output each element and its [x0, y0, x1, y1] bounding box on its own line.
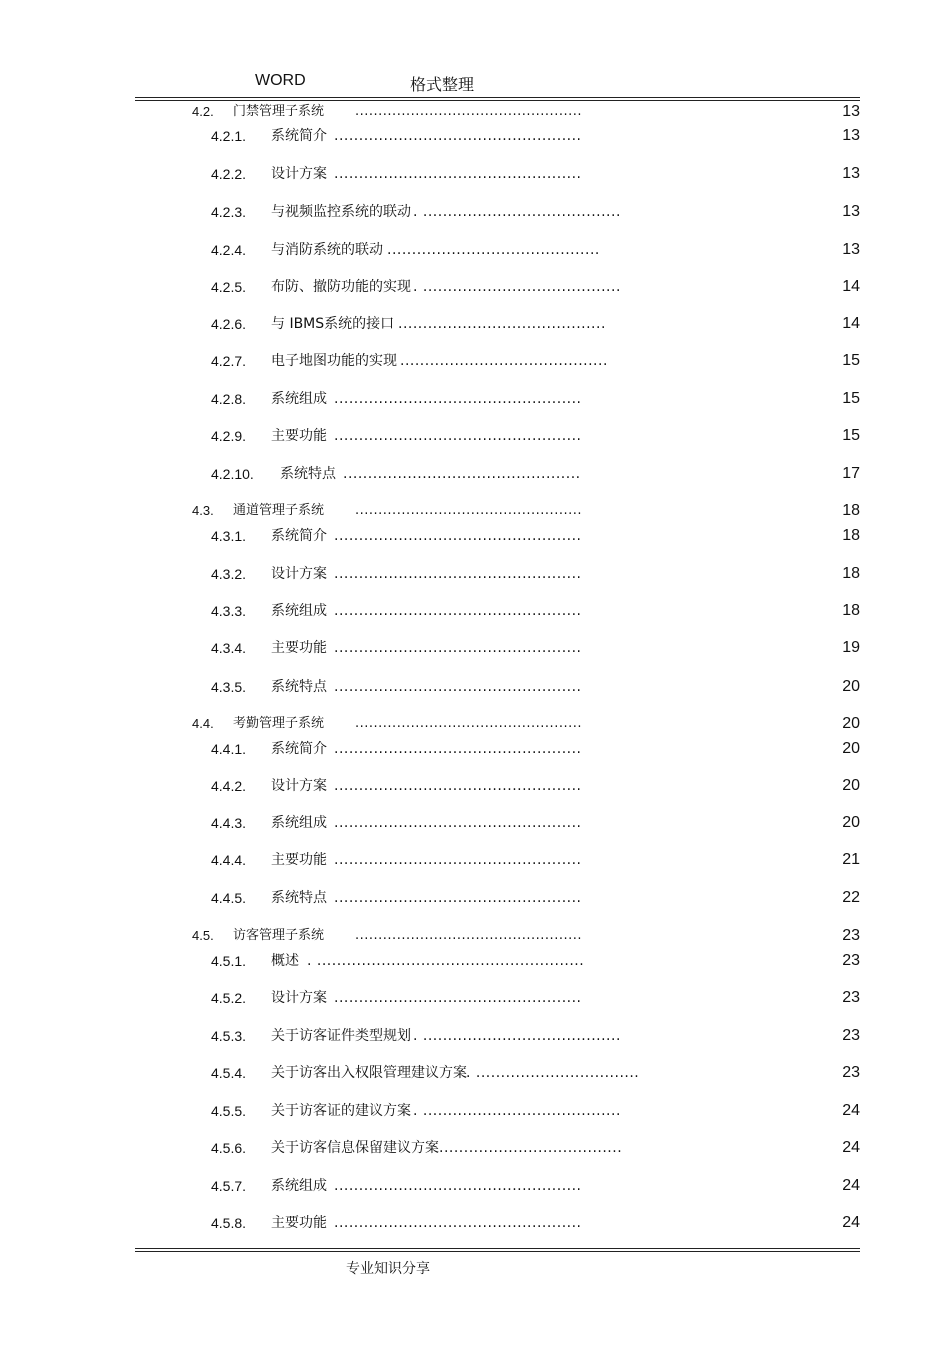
- toc-entry-number: 4.5.1.: [211, 953, 247, 969]
- toc-entry-page-number: 13: [842, 203, 860, 220]
- toc-entry-leader-dots: .................................................: [355, 104, 582, 119]
- toc-entry[interactable]: [0, 1138, 950, 1158]
- toc-entry-title: 与视频监控系统的联动: [271, 204, 411, 220]
- toc-entry-number: 4.2.9.: [211, 428, 247, 444]
- toc-entry-title: 系统特点: [271, 679, 327, 695]
- toc-entry-page-number: 18: [842, 527, 860, 544]
- toc-entry-leader-dots: . .................................: [466, 1065, 640, 1081]
- toc-entry[interactable]: [0, 351, 950, 371]
- toc-entry-number: 4.5.7.: [211, 1178, 247, 1194]
- toc-entry-number: 4.2.8.: [211, 391, 247, 407]
- toc-entry-title: 系统简介: [271, 528, 327, 544]
- toc-entry-number: 4.2.: [192, 104, 214, 119]
- toc-entry-title: 关于访客证的建议方案: [271, 1103, 411, 1119]
- toc-entry-page-number: 13: [842, 127, 860, 144]
- toc-entry[interactable]: [0, 277, 950, 297]
- toc-entry[interactable]: [0, 1176, 950, 1196]
- toc-entry-title: 通道管理子系统: [233, 503, 325, 518]
- toc-entry-leader-dots: ..................................................: [334, 890, 582, 906]
- toc-entry-number: 4.2.4.: [211, 242, 247, 258]
- toc-entry-title: 系统简介: [271, 128, 327, 144]
- toc-entry-title: 主要功能: [271, 1215, 327, 1231]
- toc-entry-page-number: 24: [842, 1214, 860, 1231]
- toc-entry-leader-dots: . ......................................................: [307, 953, 585, 969]
- toc-entry-number: 4.4.1.: [211, 741, 247, 757]
- toc-entry-title: 系统组成: [271, 391, 327, 407]
- toc-entry-title: 概述: [271, 953, 299, 969]
- toc-entry-title: 设计方案: [271, 566, 327, 582]
- toc-entry-title: 关于访客信息保留建议方案: [271, 1140, 439, 1156]
- toc-entry-number: 4.2.6.: [211, 316, 247, 332]
- toc-entry[interactable]: [0, 1213, 950, 1233]
- toc-entry-leader-dots: . ........................................: [413, 1028, 621, 1044]
- toc-entry[interactable]: [0, 464, 950, 484]
- toc-entry[interactable]: [0, 888, 950, 908]
- toc-entry-number: 4.2.10.: [211, 466, 254, 482]
- toc-entry-leader-dots: .................................................: [355, 716, 582, 731]
- toc-entry-leader-dots: . ........................................: [413, 1103, 621, 1119]
- toc-entry-leader-dots: ..................................................: [334, 990, 582, 1006]
- toc-entry-page-number: 20: [842, 740, 860, 757]
- toc-entry-leader-dots: .....................................: [439, 1140, 623, 1156]
- toc-entry[interactable]: [0, 314, 950, 334]
- toc-entry-leader-dots: ..................................................: [334, 428, 582, 444]
- toc-entry-number: 4.5.5.: [211, 1103, 247, 1119]
- toc-entry-page-number: 24: [842, 1177, 860, 1194]
- toc-entry-leader-dots: ..................................................: [334, 1178, 582, 1194]
- toc-entry-number: 4.3.3.: [211, 603, 247, 619]
- toc-entry-title: 关于访客出入权限管理建议方案: [271, 1065, 467, 1081]
- toc-entry[interactable]: [0, 677, 950, 697]
- toc-entry-number: 4.5.: [192, 928, 214, 943]
- toc-entry[interactable]: [0, 739, 950, 759]
- toc-entry-number: 4.4.: [192, 716, 214, 731]
- toc-entry-page-number: 22: [842, 889, 860, 906]
- toc-entry-leader-dots: ..................................................: [334, 1215, 582, 1231]
- toc-entry-leader-dots: ...........................................: [387, 242, 600, 258]
- toc-entry-title: 考勤管理子系统: [233, 716, 325, 731]
- toc-entry[interactable]: [0, 926, 950, 946]
- toc-entry-number: 4.5.4.: [211, 1065, 247, 1081]
- toc-entry[interactable]: [0, 638, 950, 658]
- header-rule-top: [135, 97, 860, 98]
- toc-entry[interactable]: [0, 714, 950, 734]
- toc-entry-number: 4.3.5.: [211, 679, 247, 695]
- toc-entry-leader-dots: ..................................................: [334, 815, 582, 831]
- toc-entry-title: 门禁管理子系统: [233, 104, 325, 119]
- toc-entry-number: 4.2.3.: [211, 204, 247, 220]
- toc-entry-page-number: 19: [842, 639, 860, 656]
- toc-entry-leader-dots: ..........................................: [400, 353, 608, 369]
- toc-entry-page-number: 15: [842, 427, 860, 444]
- toc-entry-page-number: 18: [842, 502, 860, 519]
- toc-entry-number: 4.5.6.: [211, 1140, 247, 1156]
- toc-entry-leader-dots: .................................................: [355, 503, 582, 518]
- toc-entry[interactable]: [0, 501, 950, 521]
- toc-entry-number: 4.4.4.: [211, 852, 247, 868]
- toc-entry-title: 访客管理子系统: [233, 928, 325, 943]
- toc-entry-title: 系统组成: [271, 1178, 327, 1194]
- toc-entry-title: 设计方案: [271, 778, 327, 794]
- toc-entry-title: 关于访客证件类型规划: [271, 1028, 411, 1044]
- toc-entry[interactable]: [0, 164, 950, 184]
- toc-entry[interactable]: [0, 202, 950, 222]
- toc-entry-number: 4.5.3.: [211, 1028, 247, 1044]
- toc-entry-title: 系统组成: [271, 815, 327, 831]
- toc-entry-leader-dots: ..................................................: [334, 679, 582, 695]
- toc-entry[interactable]: [0, 951, 950, 971]
- toc-entry-number: 4.3.4.: [211, 640, 247, 656]
- toc-entry-title: 系统简介: [271, 741, 327, 757]
- toc-entry-leader-dots: ..................................................: [334, 166, 582, 182]
- toc-entry-page-number: 23: [842, 989, 860, 1006]
- header-rule-bottom: [135, 100, 860, 101]
- toc-entry-page-number: 23: [842, 1027, 860, 1044]
- toc-entry-leader-dots: ..................................................: [334, 391, 582, 407]
- toc-entry-leader-dots: ..................................................: [334, 852, 582, 868]
- toc-entry-leader-dots: . ........................................: [413, 279, 621, 295]
- toc-entry[interactable]: [0, 526, 950, 546]
- toc-entry-number: 4.3.1.: [211, 528, 247, 544]
- footer-rule-bottom: [135, 1251, 860, 1252]
- toc-entry-title: 系统特点: [271, 890, 327, 906]
- toc-entry-number: 4.2.5.: [211, 279, 247, 295]
- toc-entry-page-number: 20: [842, 814, 860, 831]
- toc-entry-page-number: 14: [842, 278, 860, 295]
- toc-entry[interactable]: [0, 564, 950, 584]
- toc-entry[interactable]: [0, 601, 950, 621]
- toc-entry[interactable]: [0, 126, 950, 146]
- toc-entry-title: 系统组成: [271, 603, 327, 619]
- toc-entry-number: 4.5.2.: [211, 990, 247, 1006]
- toc-entry-title: 系统特点: [280, 466, 336, 482]
- toc-entry-number: 4.4.5.: [211, 890, 247, 906]
- toc-entry-number: 4.3.2.: [211, 566, 247, 582]
- toc-entry-title: 主要功能: [271, 852, 327, 868]
- toc-entry-page-number: 24: [842, 1139, 860, 1156]
- toc-entry-leader-dots: ..................................................: [334, 566, 582, 582]
- toc-entry-page-number: 21: [842, 851, 860, 868]
- toc-entry-page-number: 20: [842, 715, 860, 732]
- footer-text: 专业知识分享: [346, 1261, 430, 1277]
- toc-entry[interactable]: [0, 389, 950, 409]
- toc-entry-page-number: 13: [842, 165, 860, 182]
- toc-entry-leader-dots: ..................................................: [334, 528, 582, 544]
- toc-entry[interactable]: [0, 1026, 950, 1046]
- toc-entry-title: 主要功能: [271, 640, 327, 656]
- toc-entry-page-number: 23: [842, 1064, 860, 1081]
- toc-entry-page-number: 23: [842, 927, 860, 944]
- toc-entry-page-number: 20: [842, 777, 860, 794]
- toc-entry[interactable]: [0, 850, 950, 870]
- toc-entry-leader-dots: ..................................................: [334, 128, 582, 144]
- toc-entry-leader-dots: . ........................................: [413, 204, 621, 220]
- toc-entry-title: 设计方案: [271, 990, 327, 1006]
- toc-entry[interactable]: [0, 240, 950, 260]
- toc-entry-number: 4.2.1.: [211, 128, 247, 144]
- toc-entry-title: 布防、撤防功能的实现: [271, 279, 411, 295]
- footer-rule-top: [135, 1248, 860, 1249]
- toc-entry-page-number: 15: [842, 352, 860, 369]
- toc-entry[interactable]: [0, 426, 950, 446]
- toc-entry-page-number: 23: [842, 952, 860, 969]
- toc-entry-title: 与消防系统的联动: [271, 242, 383, 258]
- toc-entry-page-number: 18: [842, 565, 860, 582]
- toc-entry-leader-dots: ..........................................: [398, 316, 606, 332]
- toc-entry-number: 4.5.8.: [211, 1215, 247, 1231]
- toc-entry-title: 主要功能: [271, 428, 327, 444]
- toc-entry-title: 与 IBMS系统的接口: [271, 316, 395, 332]
- toc-entry-page-number: 14: [842, 315, 860, 332]
- toc-entry-number: 4.4.3.: [211, 815, 247, 831]
- toc-entry[interactable]: [0, 1063, 950, 1083]
- toc-entry-leader-dots: ..................................................: [334, 741, 582, 757]
- toc-entry-leader-dots: ..................................................: [334, 778, 582, 794]
- toc-entry-number: 4.3.: [192, 503, 214, 518]
- toc-entry[interactable]: [0, 813, 950, 833]
- toc-entry-title: 设计方案: [271, 166, 327, 182]
- toc-entry-page-number: 20: [842, 678, 860, 695]
- toc-entry-number: 4.4.2.: [211, 778, 247, 794]
- toc-entry-leader-dots: .................................................: [355, 928, 582, 943]
- toc-entry-page-number: 17: [842, 465, 860, 482]
- header-left-text: WORD: [255, 72, 306, 89]
- toc-entry-page-number: 13: [842, 103, 860, 120]
- toc-entry-page-number: 24: [842, 1102, 860, 1119]
- toc-entry[interactable]: [0, 1101, 950, 1121]
- toc-entry-page-number: 18: [842, 602, 860, 619]
- toc-entry-page-number: 15: [842, 390, 860, 407]
- toc-entry[interactable]: [0, 776, 950, 796]
- toc-entry-leader-dots: ..................................................: [334, 603, 582, 619]
- toc-entry-number: 4.2.7.: [211, 353, 247, 369]
- toc-entry-title: 电子地图功能的实现: [271, 353, 397, 369]
- toc-entry[interactable]: [0, 988, 950, 1008]
- toc-entry-page-number: 13: [842, 241, 860, 258]
- toc-entry-leader-dots: ..................................................: [334, 640, 582, 656]
- header-right-text: 格式整理: [410, 75, 475, 94]
- toc-entry-leader-dots: ................................................: [343, 466, 581, 482]
- toc-entry-number: 4.2.2.: [211, 166, 247, 182]
- toc-entry[interactable]: [0, 102, 950, 122]
